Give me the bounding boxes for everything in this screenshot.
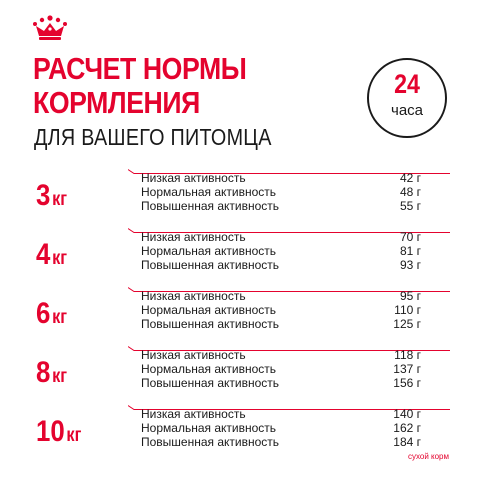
portion-amount: 125 г	[393, 317, 421, 331]
weight-group	[0, 342, 484, 402]
portion-amount: 156 г	[393, 376, 421, 390]
hours-badge	[367, 58, 447, 138]
portion-amount: 70 г	[399, 230, 421, 244]
weight-label	[36, 356, 67, 394]
activity-label: Низкая активность	[141, 407, 246, 421]
activity-row	[141, 435, 421, 450]
activity-label: Повышенная активность	[141, 258, 280, 272]
activity-row	[141, 199, 421, 214]
portion-amount: 95 г	[399, 289, 421, 303]
activity-label: Нормальная активность	[141, 244, 277, 258]
hours-badge-unit: часа	[391, 102, 423, 119]
activity-row	[141, 230, 421, 245]
activity-label: Нормальная активность	[141, 421, 277, 435]
activity-label: Низкая активность	[141, 348, 246, 362]
activity-row	[141, 289, 421, 304]
footnote: сухой корм	[407, 452, 449, 461]
weight-label	[36, 415, 81, 453]
weight-label	[36, 238, 67, 276]
activity-label: Низкая активность	[141, 171, 246, 185]
activity-row	[141, 171, 421, 186]
weight-group	[0, 165, 484, 225]
weight-value: 8	[36, 356, 51, 389]
portion-amount: 93 г	[399, 258, 421, 272]
activity-row	[141, 376, 421, 391]
activity-row	[141, 317, 421, 332]
activity-label: Нормальная активность	[141, 185, 277, 199]
activity-label: Низкая активность	[141, 289, 246, 303]
weight-label	[36, 179, 67, 217]
activity-row	[141, 244, 421, 259]
activity-row	[141, 348, 421, 363]
weight-value: 4	[36, 238, 51, 271]
activity-row	[141, 258, 421, 273]
weight-value: 3	[36, 179, 51, 212]
weight-value: 6	[36, 297, 51, 330]
page-title-line2: КОРМЛЕНИЯ	[33, 85, 200, 120]
portion-amount: 42 г	[399, 171, 421, 185]
page-title-line1: РАСЧЕТ НОРМЫ	[33, 51, 247, 86]
portion-amount: 110 г	[394, 303, 421, 317]
weight-unit: кг	[66, 425, 82, 446]
activity-label: Повышенная активность	[141, 435, 280, 449]
portion-amount: 55 г	[399, 199, 421, 213]
weight-unit: кг	[52, 189, 68, 210]
activity-label: Повышенная активность	[141, 199, 280, 213]
activity-label: Нормальная активность	[141, 303, 277, 317]
weight-value: 10	[36, 415, 65, 448]
portion-amount: 140 г	[393, 407, 421, 421]
activity-label: Повышенная активность	[141, 376, 280, 390]
activity-label: Низкая активность	[141, 230, 246, 244]
portion-amount: 184 г	[393, 435, 421, 449]
activity-row	[141, 421, 421, 436]
weight-unit: кг	[52, 366, 68, 387]
activity-row	[141, 185, 421, 200]
crown-icon	[30, 14, 70, 42]
portion-amount: 81 г	[399, 244, 421, 258]
weight-group	[0, 283, 484, 343]
page-subtitle: ДЛЯ ВАШЕГО ПИТОМЦА	[34, 124, 272, 150]
weight-group	[0, 224, 484, 284]
activity-row	[141, 303, 421, 318]
portion-amount: 137 г	[393, 362, 421, 376]
activity-row	[141, 407, 421, 422]
portion-amount: 162 г	[393, 421, 421, 435]
weight-unit: кг	[52, 248, 68, 269]
portion-amount: 118 г	[394, 348, 421, 362]
portion-amount: 48 г	[399, 185, 421, 199]
activity-label: Нормальная активность	[141, 362, 277, 376]
activity-label: Повышенная активность	[141, 317, 280, 331]
activity-row	[141, 362, 421, 377]
hours-badge-value: 24	[394, 69, 420, 99]
weight-unit: кг	[52, 307, 68, 328]
weight-label	[36, 297, 67, 335]
